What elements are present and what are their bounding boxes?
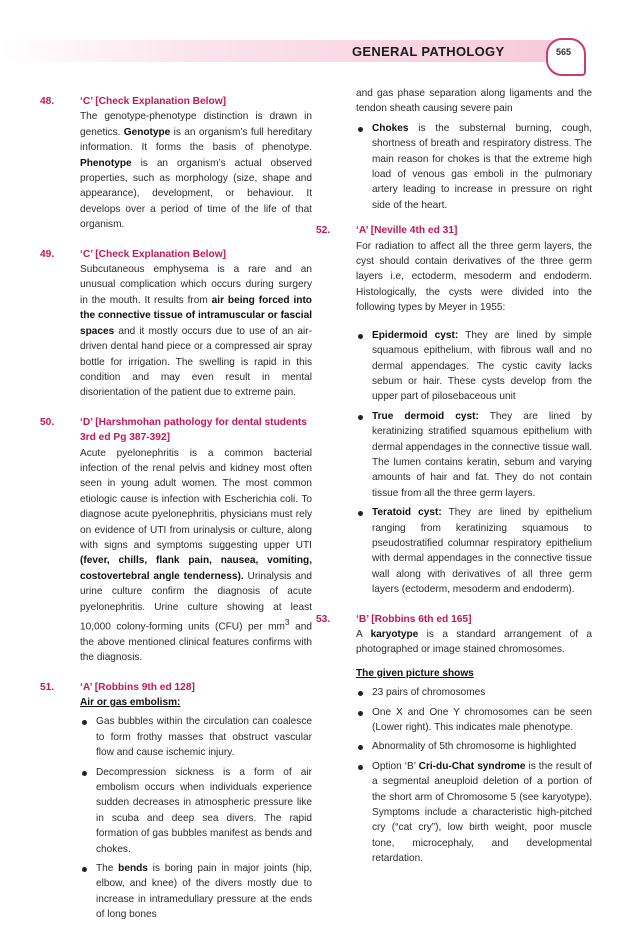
list-item: Abnormality of 5th chromosome is highlighted (356, 739, 592, 754)
answer-key: ‘D’ [Harshmohan pathology for dental students 3rd ed Pg 387-392] (80, 416, 307, 444)
bullet-icon (82, 720, 87, 725)
page-number: 565 (556, 47, 572, 57)
answer-key: ‘A’ [Robbins 9th ed 128] (80, 681, 195, 693)
explanation-text: For radiation to affect all the three germ layers, the cyst should contain derivatives of the three germ layers i.e, ectoderm, mesoderm and endoderm. Histologically, the cysts were divided into the following types by Meyer in 1955: (356, 240, 592, 314)
answer-key: ‘C’ [Check Explanation Below] (80, 96, 227, 107)
subheading: Air or gas embolism: (80, 696, 181, 708)
bullet-icon (358, 127, 363, 132)
explanation-text: Acute pyelonephritis is a common bacterial infection of the renal pelvis and kidney most often seen in young adult women. The most common etiologic cause is infection with Escherichia coli. To diagnose acute pyelonephritis, physicians must rely on evidence of UTI from urinalysis or culture, along with signs and symptoms suggesting upper UTI (fever, chills, flank pain, nausea, vomiting, costovertebral angle tenderness). Urinalysis and urine culture confirm the diagnosis of acute pyelonephritis. Urine culture showing at least 10,000 colony-forming units (CFU) per $mm^3$ and the above mentioned clinical features confirms with the diagnosis. (80, 447, 312, 664)
page-section-title: GENERAL PATHOLOGY (352, 44, 505, 59)
list-item: Teratoid cyst: They are lined by epithelium ranging from keratinizing squamous to pseudostratified columnar respiratory epithelium with dermal appendages in the connective tissue wall along with derivatives of all three germ layers (ectoderm, mesoderm and endoderm). (356, 505, 592, 597)
answer-key: ‘B’ [Robbins 6th ed 165] (356, 613, 472, 625)
list-item: Epidermoid cyst: They are lined by simple squamous epithelium, with fibrous wall and no dermal appendages. The cystic cavity lacks sebum or hair. These cysts develop from the upper part of pilosebaceous unit (356, 328, 592, 405)
right-column (316, 86, 592, 881)
bullet-list (356, 685, 592, 866)
list-item: The bends is boring pain in major joints (hip, elbow, and knee) of the divers mostly due to increase in intramedullary pressure at the ends of long bones (80, 861, 312, 923)
explanation-text: A karyotype is a standard arrangement of a photographed or image stained chromosomes. (356, 629, 592, 656)
question-51 (40, 680, 312, 923)
list-item: Gas bubbles within the circulation can coalesce to form frothy masses that obstruct vascular flow and cause ischemic injury. (80, 714, 312, 760)
list-item: One X and One Y chromosomes can be seen (Lower right). This indicates male phenotype. (356, 705, 592, 736)
explanation-text: The genotype-phenotype distinction is drawn in genetics. Genotype is an organism’s full hereditary information. It forms the basis of phenotype. Phenotype is an organism’s actual observed properties, such as morphology (size, shape and appearance), development, or behaviour. It develops over a period of time of the life of that organism. (80, 111, 312, 231)
question-number: 49. (40, 248, 55, 260)
question-53 (316, 612, 592, 867)
explanation-text: Subcutaneous emphysema is a rare and an unusual complication which occurs during surgery in the mouth. It results from air being forced into the connective tissue of intramuscular or fascial spaces and it mostly occurs due to use of an air-driven dental hand piece or a compressed air spray bottle for irrigation. The swelling is rapid in this condition and may even result in mental disorientation of the patient due to extreme pain. (80, 264, 312, 399)
question-48 (40, 94, 312, 233)
continued-text: and gas phase separation along ligaments and the tendon sheath causing severe pain (356, 88, 592, 115)
bullet-icon (358, 415, 363, 420)
list-item: Chokes is the substernal burning, cough, shortness of breath and respiratory distress. The main reason for chokes is that the extreme high load of venous gas emboli in the pulmonary artery leading to increase in pressure on right side of the heart. (356, 121, 592, 213)
bullet-icon (358, 765, 363, 770)
bullet-icon (358, 511, 363, 516)
list-item: 23 pairs of chromosomes (356, 685, 592, 700)
question-51-continued (316, 86, 592, 213)
question-number: 53. (316, 613, 331, 625)
bullet-icon (358, 711, 363, 716)
list-item: Option ‘B’ Cri-du-Chat syndrome is the result of a segmental aneuploid deletion of a portion of the short arm of Chromosome 5 (see karyotype). Symptoms include a characteristic high-pitched cry (“cat cry”), low birth weight, poor muscle tone, microcephaly, and developmental retardation. (356, 759, 592, 867)
left-column (40, 94, 312, 937)
question-number: 50. (40, 416, 55, 428)
list-item: Decompression sickness is a form of air embolism occurs when individuals experience sudden decreases in atmospheric pressure like in scuba and deep sea divers. The rapid formation of gas bubbles manifest as bends and chokes. (80, 765, 312, 857)
question-number: 52. (316, 225, 331, 237)
answer-key: ‘A’ [Neville 4th ed 31] (356, 225, 458, 237)
bullet-icon (358, 691, 363, 696)
question-52 (316, 223, 592, 597)
question-number: 51. (40, 681, 55, 693)
subheading: The given picture shows (356, 667, 474, 679)
bullet-icon (358, 334, 363, 339)
bullet-icon (82, 771, 87, 776)
bullet-icon (82, 867, 87, 872)
list-item: True dermoid cyst: They are lined by keratinizing stratified squamous epithelium with dermal appendages in the connective tissue wall. The lumen contains keratin, sebum and varying amounts of hair and fat. They do not contain tissue from all the three germ layers. (356, 409, 592, 501)
bullet-list (356, 121, 592, 213)
bullet-list (356, 328, 592, 598)
question-number: 48. (40, 96, 55, 107)
page-number-tab (546, 38, 586, 76)
bullet-icon (358, 745, 363, 750)
bullet-list (80, 714, 312, 922)
question-50 (40, 415, 312, 666)
question-49 (40, 247, 312, 401)
answer-key: ‘C’ [Check Explanation Below] (80, 248, 227, 260)
